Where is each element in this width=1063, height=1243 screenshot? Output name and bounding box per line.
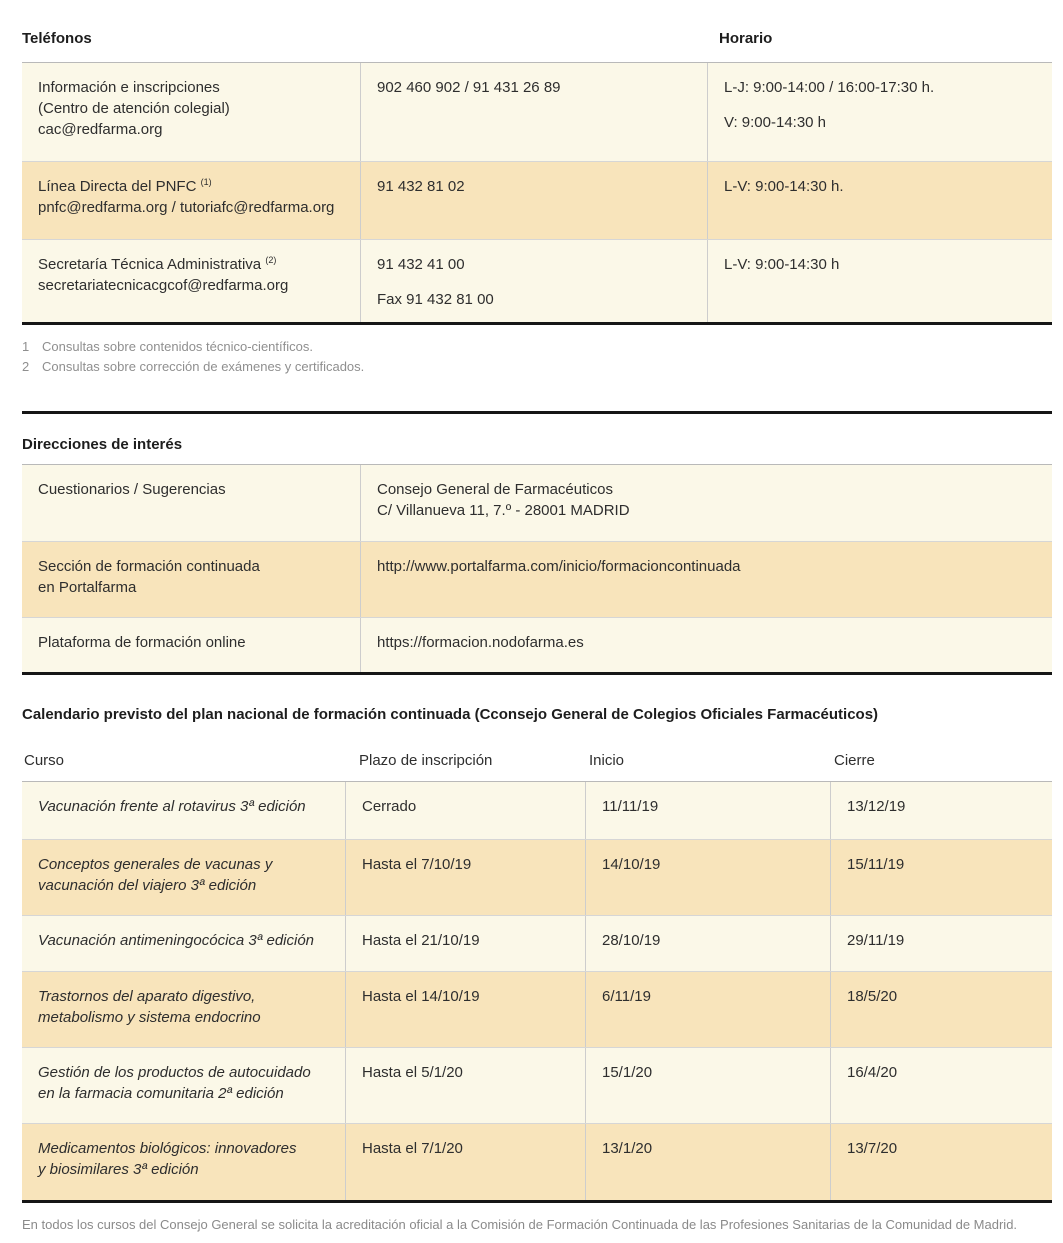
plazo-cell xyxy=(345,916,585,971)
direccion-url: http://www.portalfarma.com/inicio/formacioncontinuada xyxy=(377,558,741,575)
calendario-section xyxy=(22,706,1052,1233)
phone-cell xyxy=(360,63,707,161)
cierre-date: 29/11/19 xyxy=(847,932,905,949)
curso-cell xyxy=(22,1048,345,1123)
inicio-cell xyxy=(585,840,830,915)
curso-column-header: Curso xyxy=(24,752,65,769)
direccion-value-cell xyxy=(360,542,1052,617)
contact-label-cell xyxy=(22,240,360,322)
table-row xyxy=(22,541,1052,617)
contact-label-cell xyxy=(22,162,360,239)
schedule-line: V: 9:00-14:30 h xyxy=(724,114,827,131)
table-row xyxy=(22,617,1052,672)
footnote xyxy=(22,357,1052,377)
curso-name: Medicamentos biológicos: innovadores xyxy=(38,1140,297,1157)
curso-name: Gestión de los productos de autocuidado xyxy=(38,1064,311,1081)
direccion-value-cell xyxy=(360,618,1052,672)
cierre-date: 18/5/20 xyxy=(847,988,898,1005)
contact-email: secretariatecnicacgcof@redfarma.org xyxy=(38,277,289,294)
direccion-value-cell xyxy=(360,465,1052,541)
table-row xyxy=(22,782,1052,839)
footnote-text: Consultas sobre contenidos técnico-científicos. xyxy=(42,339,313,354)
cierre-date: 15/11/19 xyxy=(847,856,905,873)
plazo-value: Hasta el 7/10/19 xyxy=(362,856,472,873)
schedule-line: L-V: 9:00-14:30 h. xyxy=(724,178,844,195)
cierre-date: 13/7/20 xyxy=(847,1140,898,1157)
table-row xyxy=(22,63,1052,161)
curso-name: Vacunación frente al rotavirus 3ª edición xyxy=(38,798,306,815)
horario-cell xyxy=(707,162,1052,239)
table-row xyxy=(22,465,1052,541)
plazo-cell xyxy=(345,972,585,1047)
cierre-cell xyxy=(830,782,1052,839)
inicio-date: 14/10/19 xyxy=(602,856,661,873)
inicio-cell xyxy=(585,1124,830,1200)
table-row xyxy=(22,161,1052,239)
table-row xyxy=(22,839,1052,915)
plazo-cell xyxy=(345,1048,585,1123)
curso-cell xyxy=(22,972,345,1047)
inicio-date: 28/10/19 xyxy=(602,932,661,949)
cierre-cell xyxy=(830,916,1052,971)
horario-cell xyxy=(707,240,1052,322)
plazo-value: Hasta el 7/1/20 xyxy=(362,1140,463,1157)
schedule-line: L-J: 9:00-14:00 / 16:00-17:30 h. xyxy=(724,79,935,96)
telefonos-header-row xyxy=(22,30,1052,48)
plazo-value: Hasta el 21/10/19 xyxy=(362,932,480,949)
direccion-label-line2: en Portalfarma xyxy=(38,579,137,596)
calendario-title: Calendario previsto del plan nacional de formación continuada (Cconsejo General de Colegios Oficiales Farmacéuticos) xyxy=(22,706,879,723)
inicio-date: 6/11/19 xyxy=(602,988,651,1005)
curso-cell xyxy=(22,840,345,915)
direccion-value: Consejo General de Farmacéuticos xyxy=(377,481,613,498)
curso-name-line2: y biosimilares 3ª edición xyxy=(38,1161,199,1178)
cierre-date: 16/4/20 xyxy=(847,1064,898,1081)
phone-number: 91 432 41 00 xyxy=(377,256,465,273)
phone-cell xyxy=(360,162,707,239)
curso-name: Conceptos generales de vacunas y xyxy=(38,856,273,873)
direccion-label: Sección de formación continuada xyxy=(38,558,260,575)
horario-cell xyxy=(707,63,1052,161)
section-divider xyxy=(22,411,1052,414)
curso-cell xyxy=(22,916,345,971)
inicio-cell xyxy=(585,916,830,971)
curso-name: Vacunación antimeningocócica 3ª edición xyxy=(38,932,315,949)
direccion-label-cell xyxy=(22,618,360,672)
fax-number: Fax 91 432 81 00 xyxy=(377,291,494,308)
footnotes xyxy=(22,337,1052,377)
table-row xyxy=(22,971,1052,1047)
contact-label-cell xyxy=(22,63,360,161)
direcciones-section xyxy=(22,436,1052,675)
contact-email: pnfc@redfarma.org / tutoriafc@redfarma.org xyxy=(38,199,335,216)
inicio-date: 11/11/19 xyxy=(602,798,659,815)
plazo-value: Hasta el 14/10/19 xyxy=(362,988,480,1005)
plazo-value: Cerrado xyxy=(362,798,417,815)
footnote xyxy=(22,337,1052,357)
contact-name-line2: (Centro de atención colegial) xyxy=(38,100,230,117)
cierre-cell xyxy=(830,972,1052,1047)
telefonos-section xyxy=(22,30,1052,377)
plazo-cell xyxy=(345,840,585,915)
direccion-url: https://formacion.nodofarma.es xyxy=(377,634,584,651)
curso-cell xyxy=(22,782,345,839)
footnote-marker: (2) xyxy=(265,255,277,265)
curso-name-line2: en la farmacia comunitaria 2ª edición xyxy=(38,1085,284,1102)
footnote-number: 1 xyxy=(22,339,30,354)
direccion-label-cell xyxy=(22,542,360,617)
curso-name: Trastornos del aparato digestivo, xyxy=(38,988,256,1005)
curso-name-line2: vacunación del viajero 3ª edición xyxy=(38,877,257,894)
direccion-label-cell xyxy=(22,465,360,541)
schedule-line: L-V: 9:00-14:30 h xyxy=(724,256,840,273)
table-row xyxy=(22,915,1052,971)
direccion-label: Plataforma de formación online xyxy=(38,634,246,651)
phone-number: 91 432 81 02 xyxy=(377,178,465,195)
plazo-cell xyxy=(345,1124,585,1200)
curso-name-line2: metabolismo y sistema endocrino xyxy=(38,1009,261,1026)
cierre-cell xyxy=(830,1048,1052,1123)
table-row xyxy=(22,239,1052,322)
plazo-cell xyxy=(345,782,585,839)
table-row xyxy=(22,1123,1052,1200)
contact-name: Línea Directa del PNFC xyxy=(38,178,197,195)
direcciones-title: Direcciones de interés xyxy=(22,436,183,453)
contact-name: Secretaría Técnica Administrativa xyxy=(38,256,262,273)
direccion-address: C/ Villanueva 11, 7.º - 28001 MADRID xyxy=(377,502,630,519)
inicio-cell xyxy=(585,1048,830,1123)
telefonos-title: Teléfonos xyxy=(22,30,92,47)
inicio-date: 13/1/20 xyxy=(602,1140,653,1157)
accreditation-note: En todos los cursos del Consejo General se solicita la acreditación oficial a la Comisión de Formación Continuada de las Profesiones Sanitarias de la Comunidad de Madrid. xyxy=(22,1217,1018,1232)
phone-number: 902 460 902 / 91 431 26 89 xyxy=(377,79,561,96)
inicio-column-header: Inicio xyxy=(589,752,625,769)
footnote-text: Consultas sobre corrección de exámenes y certificados. xyxy=(42,359,365,374)
table-row xyxy=(22,1047,1052,1123)
cierre-cell xyxy=(830,1124,1052,1200)
inicio-cell xyxy=(585,972,830,1047)
curso-cell xyxy=(22,1124,345,1200)
telefonos-table xyxy=(22,62,1052,325)
cierre-date: 13/12/19 xyxy=(847,798,906,815)
calendario-column-headers xyxy=(22,752,1052,770)
calendario-table xyxy=(22,781,1052,1203)
cierre-column-header: Cierre xyxy=(834,752,875,769)
contact-name: Información e inscripciones xyxy=(38,79,220,96)
plazo-column-header: Plazo de inscripción xyxy=(359,752,493,769)
phone-cell xyxy=(360,240,707,322)
horario-column-header: Horario xyxy=(719,30,773,47)
direcciones-table xyxy=(22,464,1052,675)
cierre-cell xyxy=(830,840,1052,915)
footnote-number: 2 xyxy=(22,359,30,374)
inicio-date: 15/1/20 xyxy=(602,1064,653,1081)
contact-email: cac@redfarma.org xyxy=(38,121,163,138)
direccion-label: Cuestionarios / Sugerencias xyxy=(38,481,226,498)
inicio-cell xyxy=(585,782,830,839)
plazo-value: Hasta el 5/1/20 xyxy=(362,1064,463,1081)
footnote-marker: (1) xyxy=(200,177,212,187)
